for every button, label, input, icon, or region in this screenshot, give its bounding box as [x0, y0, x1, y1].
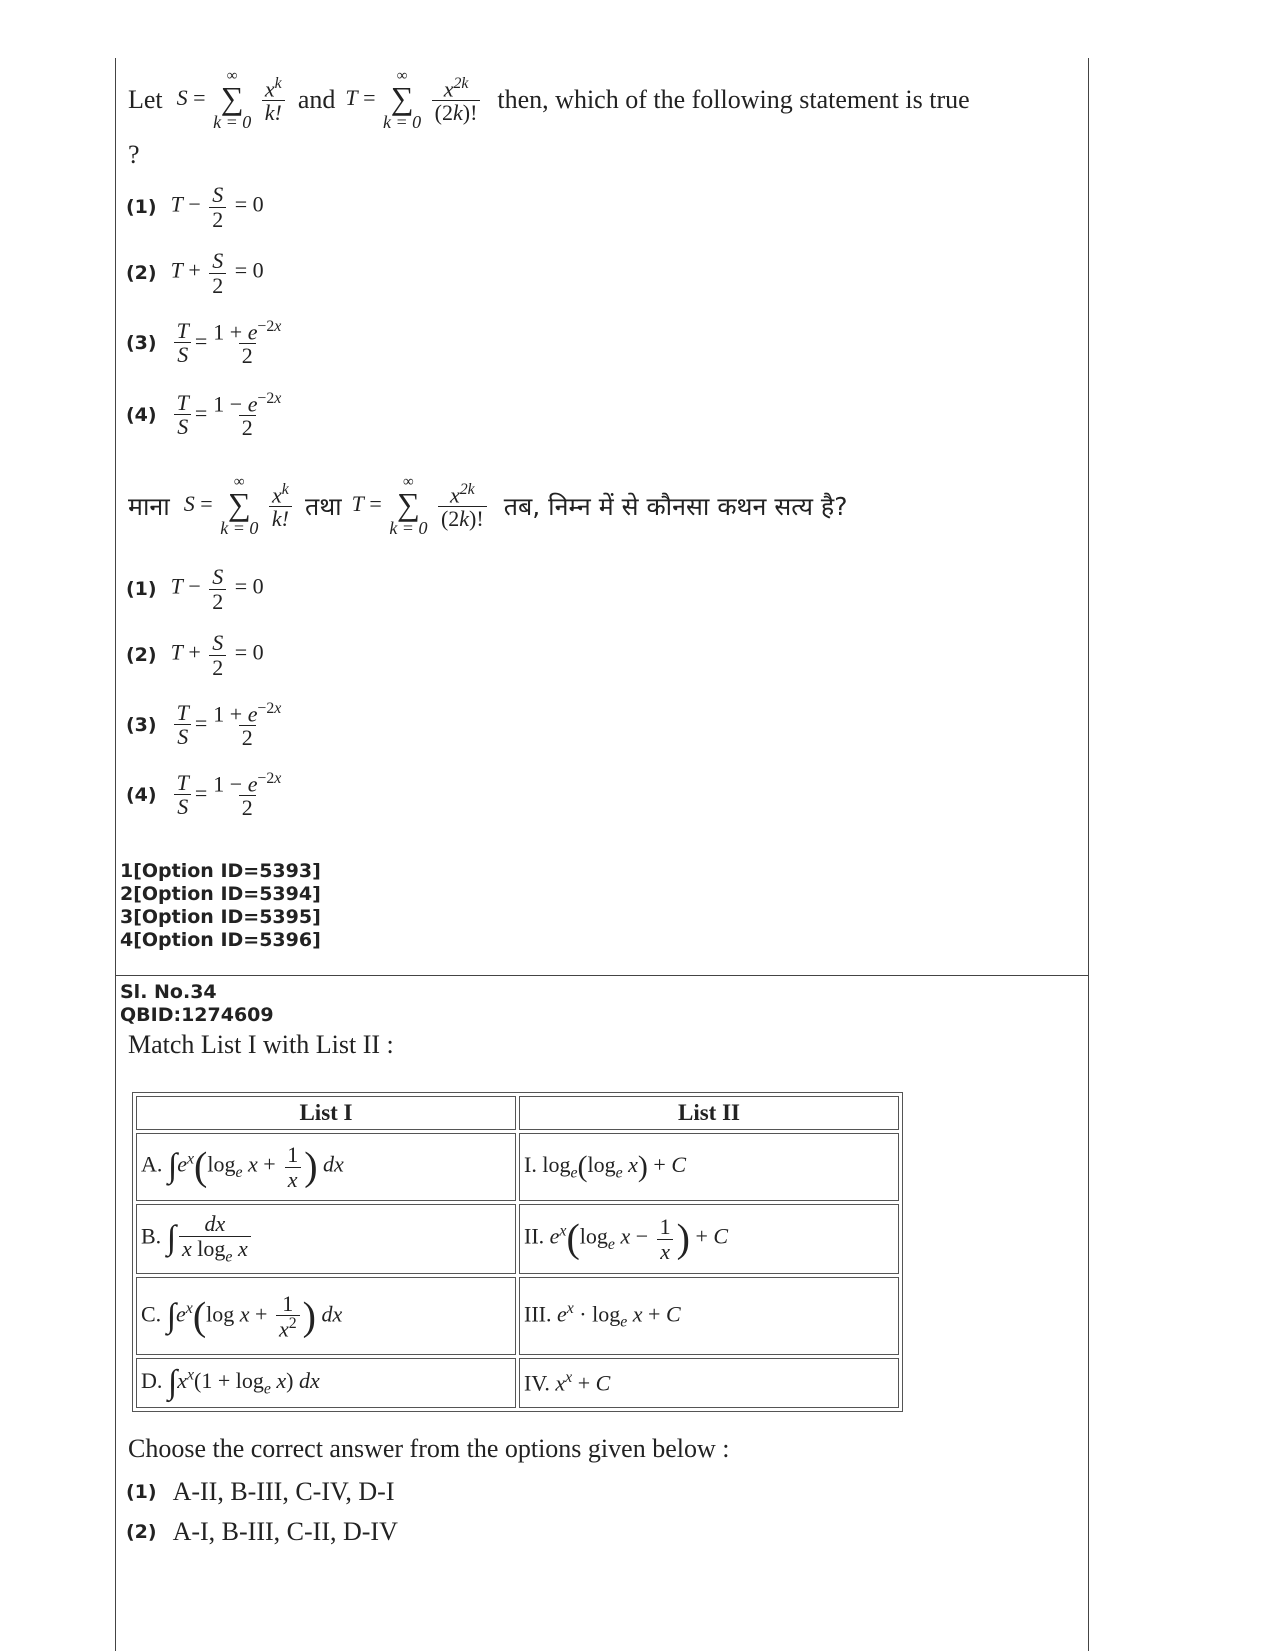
option-math: $\frac{T}{S}$ = $\frac{1 - e^{-2x}}{2}$: [171, 391, 288, 440]
list-ii-header: List II: [519, 1096, 899, 1130]
list-i-b: B. ∫ $\frac{dx}{x \log_e x}$: [136, 1204, 516, 1274]
list-ii-ii: II. $e^x(\log_e$ x − $\frac{1}{x}$ ) + C: [519, 1204, 899, 1274]
option-label: (1): [126, 196, 157, 218]
math-t-series: T = ∞ ∑ k = 0 $\frac{x^{2k}}{(2k)!}$: [345, 69, 483, 131]
option-math: $\frac{T}{S}$ = $\frac{1 + e^{-2x}}{2}$: [171, 701, 288, 750]
option-id-list: [120, 860, 321, 952]
option-label: (2): [126, 262, 157, 284]
option-1-en[interactable]: [126, 180, 264, 234]
option-math: T + $\frac{S}{2}$ = 0: [170, 248, 264, 298]
math-s-series: S = ∞ ∑ k = 0 $\frac{x^k}{k!}$: [177, 69, 288, 131]
math-s-series: S = ∞ ∑ k = 0 $\frac{x^k}{k!}$: [184, 475, 295, 537]
option-2-hi[interactable]: [126, 628, 264, 682]
math-t-series: T = ∞ ∑ k = 0 $\frac{x^{2k}}{(2k)!}$: [352, 475, 490, 537]
option-label: (4): [126, 784, 157, 806]
question-stem-english: [128, 60, 970, 140]
q2-option-1[interactable]: [126, 1474, 395, 1510]
option-4-hi[interactable]: [126, 766, 287, 824]
list-i-c: C. $\int e^x(\log$ x + $\frac{1}{x^2}$ ) dx: [136, 1277, 516, 1355]
serial-number: Sl. No.34: [120, 981, 217, 1003]
stem-hi-and: तथा: [304, 492, 342, 521]
option-3-en[interactable]: [126, 314, 287, 372]
list-ii-iv: IV. $x^x + C$: [519, 1358, 899, 1408]
option-id: 3[Option ID=5395]: [120, 906, 321, 928]
option-3-hi[interactable]: [126, 696, 287, 754]
question-stem-hindi: [128, 466, 847, 546]
option-math: $\frac{T}{S}$ = $\frac{1 + e^{-2x}}{2}$: [171, 319, 288, 368]
stem-and: and: [297, 85, 336, 114]
option-label: (3): [126, 714, 157, 736]
stem-question-mark: ?: [128, 140, 140, 169]
question-header: [120, 981, 274, 1027]
option-id: 1[Option ID=5393]: [120, 860, 321, 882]
q2-option-2[interactable]: [126, 1514, 398, 1550]
question-separator: [115, 975, 1089, 976]
option-text: A-II, B-III, C-IV, D-I: [172, 1477, 395, 1506]
list-i-a: A. $\int e^x(\log_e$ x + $\frac{1}{x}$ ) dx: [136, 1133, 516, 1201]
option-label: (3): [126, 332, 157, 354]
list-ii-i: I. $\log_e(\log_e$ x) + C: [519, 1133, 899, 1201]
list-ii-iii: III. $e^x \cdot \log_e x + C$: [519, 1277, 899, 1355]
question2-instruction: Choose the correct answer from the options given below :: [128, 1434, 730, 1463]
option-id: 2[Option ID=5394]: [120, 883, 321, 905]
option-label: (4): [126, 404, 157, 426]
option-label: (1): [126, 1481, 157, 1503]
option-text: A-I, B-III, C-II, D-IV: [172, 1517, 398, 1546]
stem-hi-suffix: तब, निम्न में से कौनसा कथन सत्य है?: [503, 492, 848, 521]
stem-suffix: then, which of the following statement is true: [497, 85, 970, 114]
stem-hi-prefix: माना: [128, 492, 170, 521]
question2-stem: Match List I with List II :: [128, 1030, 394, 1059]
option-1-hi[interactable]: [126, 562, 264, 616]
list-i-header: List I: [136, 1096, 516, 1130]
match-table: [132, 1092, 903, 1412]
stem-let: Let: [128, 85, 163, 114]
option-label: (2): [126, 1521, 157, 1543]
option-math: T − $\frac{S}{2}$ = 0: [170, 564, 264, 614]
option-math: $\frac{T}{S}$ = $\frac{1 - e^{-2x}}{2}$: [171, 771, 288, 820]
option-label: (2): [126, 644, 157, 666]
option-math: T + $\frac{S}{2}$ = 0: [170, 630, 264, 680]
option-label: (1): [126, 578, 157, 600]
list-i-d: D. $\int x^x(1 + \log_e x)$ dx: [136, 1358, 516, 1408]
qbid: QBID:1274609: [120, 1004, 274, 1026]
option-id: 4[Option ID=5396]: [120, 929, 321, 951]
option-math: T − $\frac{S}{2}$ = 0: [170, 182, 264, 232]
option-4-en[interactable]: [126, 386, 287, 444]
option-2-en[interactable]: [126, 246, 264, 300]
